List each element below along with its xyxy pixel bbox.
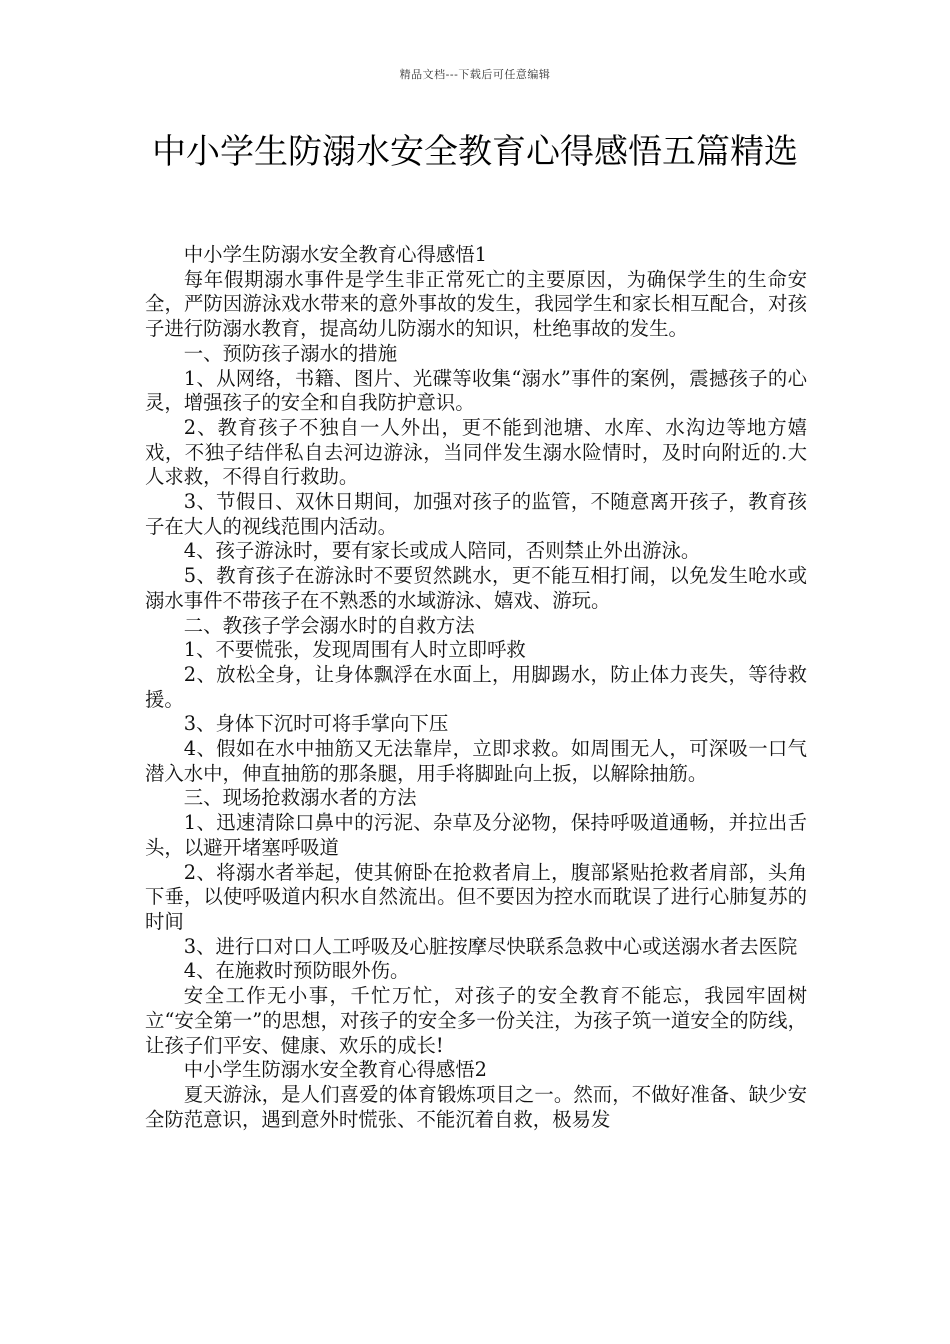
body-paragraph: 3、进行口对口人工呼吸及心脏按摩尽快联系急救中心或送溺水者去医院 [183, 934, 798, 958]
page-header-note: 精品文档---下载后可任意编辑 [399, 68, 551, 81]
body-paragraph: 4、孩子游泳时，要有家长或成人陪同，否则禁止外出游泳。 [183, 539, 701, 563]
section-heading: 三、现场抢救溺水者的方法 [183, 786, 417, 810]
section-heading: 二、教孩子学会溺水时的自救方法 [183, 613, 475, 637]
body-paragraph: 5、教育孩子在游泳时不要贸然跳水，更不能互相打闹，以免发生呛水或溺水事件不带孩子在不熟悉的水域游泳、嬉戏、游玩。 [145, 564, 807, 612]
body-paragraph: 2、放松全身，让身体飘浮在水面上，用脚踢水，防止体力丧失，等待救援。 [145, 662, 807, 711]
section-heading: 一、预防孩子溺水的措施 [183, 341, 398, 365]
document-title: 中小学生防溺水安全教育心得感悟五篇精选 [152, 132, 798, 172]
document-body [145, 243, 807, 1132]
body-paragraph: 1、迅速清除口鼻中的污泥、杂草及分泌物，保持呼吸道通畅，并拉出舌头，以避开堵塞呼吸道 [145, 811, 807, 859]
body-paragraph: 3、身体下沉时可将手掌向下压 [183, 712, 449, 736]
body-paragraph: 每年假期溺水事件是学生非正常死亡的主要原因，为确保学生的生命安全，严防因游泳戏水带来的意外事故的发生，我园学生和家长相互配合，对孩子进行防溺水教育，提高幼儿防溺水的知识，杜绝事故的发生。 [145, 267, 807, 341]
body-paragraph: 夏天游泳，是人们喜爱的体育锻炼项目之一。然而，不做好准备、缺少安全防范意识，遇到意外时慌张、不能沉着自救，极易发 [145, 1082, 807, 1131]
body-paragraph: 4、假如在水中抽筋又无法靠岸，立即求救。如周围无人，可深吸一口气潜入水中，伸直抽筋的那条腿，用手将脚趾向上扳，以解除抽筋。 [145, 737, 807, 785]
body-paragraph: 1、从网络，书籍、图片、光碟等收集“溺水”事件的案例，震撼孩子的心灵，增强孩子的安全和自我防护意识。 [145, 366, 807, 415]
section-heading: 中小学生防溺水安全教育心得感悟2 [183, 1058, 487, 1082]
section-heading: 中小学生防溺水安全教育心得感悟1 [183, 243, 487, 266]
body-paragraph: 2、将溺水者举起，使其俯卧在抢救者肩上，腹部紧贴抢救者肩部，头角下垂，以使呼吸道内积水自然流出。但不要因为控水而耽误了进行心肺复苏的时间 [145, 860, 807, 933]
body-paragraph: 2、教育孩子不独自一人外出，更不能到池塘、水库、水沟边等地方嬉戏，不独子结伴私自去河边游泳，当同伴发生溺水险情时，及时向附近的.大人求救，不得自行救助。 [145, 415, 807, 489]
body-paragraph: 4、在施救时预防眼外伤。 [183, 959, 410, 983]
body-paragraph: 安全工作无小事，千忙万忙，对孩子的安全教育不能忘，我园牢固树立“安全第一”的思想，对孩子的安全多一份关注，为孩子筑一道安全的防线，让孩子们平安、健康、欢乐的成长! [145, 984, 807, 1057]
body-paragraph: 1、不要慌张，发现周围有人时立即呼救 [183, 638, 526, 662]
body-paragraph: 3、节假日、双休日期间，加强对孩子的监管，不随意离开孩子，教育孩子在大人的视线范围内活动。 [145, 490, 807, 538]
